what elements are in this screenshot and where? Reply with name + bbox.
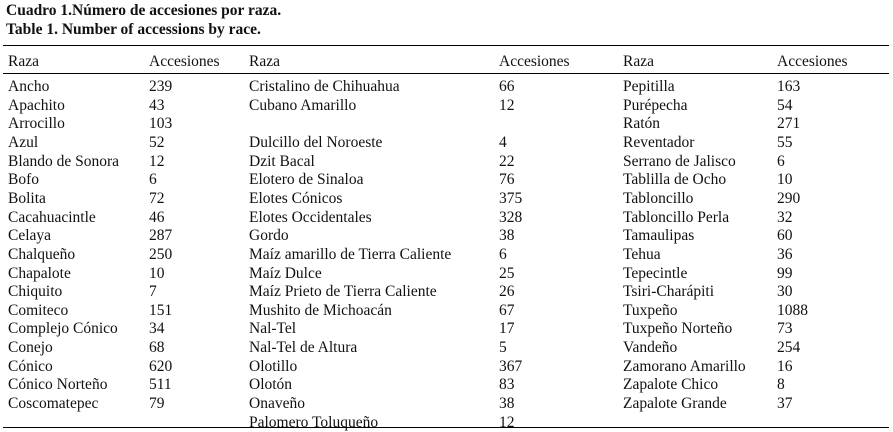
accesiones-cell: 6 (777, 152, 785, 170)
header-raza-1: Raza (8, 53, 39, 70)
accesiones-cell: 12 (499, 96, 515, 114)
table-header-rule (3, 73, 889, 74)
accesiones-cell: 36 (777, 245, 793, 263)
accesiones-cell: 73 (777, 320, 793, 338)
accesiones-cell: 103 (149, 115, 173, 133)
accesiones-cell: 1088 (777, 301, 808, 319)
raza-cell: Pepitilla (623, 78, 675, 95)
accesiones-cell: 8 (777, 376, 785, 394)
accesiones-cell: 37 (777, 395, 793, 412)
accesiones-cell: 250 (149, 245, 173, 263)
raza-cell: Cristalino de Chihuahua (249, 78, 400, 95)
raza-cell: Ratón (623, 115, 661, 133)
header-raza-3: Raza (623, 53, 654, 70)
accesiones-cell: 328 (499, 208, 523, 226)
accesiones-cell: 22 (499, 152, 515, 170)
raza-cell: Conejo (8, 339, 53, 357)
accesiones-cell: 6 (149, 171, 157, 189)
raza-cell: Zapalote Chico (623, 376, 719, 394)
accesiones-cell: 254 (777, 339, 801, 357)
raza-cell: Vandeño (623, 339, 678, 357)
raza-cell: Arrocillo (8, 115, 65, 133)
raza-cell: Tamaulipas (623, 227, 695, 245)
raza-cell: Elotero de Sinaloa (249, 171, 364, 189)
accesiones-cell: 34 (149, 320, 165, 338)
raza-cell: Bofo (8, 171, 39, 189)
raza-cell: Tablilla de Ocho (623, 171, 727, 189)
accesiones-cell: 43 (149, 96, 165, 114)
raza-cell: Olotillo (249, 357, 298, 375)
table-top-rule (3, 45, 889, 46)
accesiones-cell: 271 (777, 115, 801, 133)
accesiones-cell: 30 (777, 283, 793, 301)
raza-cell: Blando de Sonora (8, 152, 120, 170)
raza-cell: Mushito de Michoacán (249, 301, 392, 319)
accesiones-cell: 60 (777, 227, 793, 245)
raza-cell: Chiquito (8, 283, 63, 301)
accesiones-cell: 10 (149, 264, 165, 282)
raza-cell: Elotes Cónicos (249, 189, 343, 207)
raza-cell: Nal-Tel de Altura (249, 339, 358, 357)
header-accesiones-2: Accesiones (499, 53, 570, 70)
header-accesiones-1: Accesiones (149, 53, 220, 70)
accesiones-cell: 72 (149, 189, 165, 207)
accesiones-cell: 68 (149, 339, 165, 357)
accesiones-cell: 38 (499, 227, 515, 245)
accesiones-cell: 79 (149, 395, 165, 412)
accesiones-cell: 290 (777, 189, 801, 207)
accesiones-cell: 7 (149, 283, 157, 301)
accesiones-cell: 620 (149, 357, 173, 375)
accesiones-cell: 54 (777, 96, 793, 114)
raza-cell: Dzit Bacal (249, 152, 315, 170)
accesiones-cell: 26 (499, 283, 515, 301)
accesiones-cell: 5 (499, 339, 507, 357)
accesiones-cell: 46 (149, 208, 165, 226)
raza-cell: Serrano de Jalisco (623, 152, 736, 170)
raza-cell: Zamorano Amarillo (623, 357, 746, 375)
accesiones-cell: 367 (499, 357, 523, 375)
raza-cell: Tabloncillo (623, 189, 694, 207)
accesiones-cell: 25 (499, 264, 515, 282)
accesiones-cell: 10 (777, 171, 793, 189)
table-bottom-rule (3, 427, 889, 428)
raza-cell: Comiteco (8, 301, 69, 319)
raza-cell: Dulcillo del Noroeste (249, 133, 383, 151)
accesiones-cell: 17 (499, 320, 515, 338)
raza-cell: Tepecintle (623, 264, 688, 282)
header-accesiones-3: Accesiones (777, 53, 848, 70)
accesiones-cell: 32 (777, 208, 793, 226)
raza-cell: Tuxpeño Norteño (623, 320, 733, 338)
raza-cell: Tabloncillo Perla (623, 208, 730, 226)
raza-cell: Elotes Occidentales (249, 208, 372, 226)
raza-cell: Maíz amarillo de Tierra Caliente (249, 245, 452, 263)
raza-cell: Tsiri-Charápiti (623, 283, 715, 301)
accesiones-cell: 76 (499, 171, 515, 189)
raza-cell: Purépecha (623, 96, 688, 114)
raza-cell: Chalqueño (8, 245, 76, 263)
raza-cell: Olotón (249, 376, 293, 394)
accesiones-cell: 83 (499, 376, 515, 394)
accesiones-cell: 99 (777, 264, 793, 282)
raza-cell: Maíz Dulce (249, 264, 322, 282)
accesiones-cell: 239 (149, 78, 173, 95)
raza-cell: Bolita (8, 189, 46, 207)
raza-cell: Nal-Tel (249, 320, 297, 338)
accesiones-cell: 511 (149, 376, 172, 394)
raza-cell: Celaya (8, 227, 52, 245)
raza-cell: Ancho (8, 78, 50, 95)
accesiones-cell: 38 (499, 395, 515, 412)
raza-cell: Tehua (623, 245, 661, 263)
raza-cell: Gordo (249, 227, 289, 245)
raza-cell: Cacahuacintle (8, 208, 96, 226)
raza-cell: Complejo Cónico (8, 320, 118, 338)
accesiones-cell: 12 (149, 152, 165, 170)
raza-cell: Reventador (623, 133, 695, 151)
accesiones-cell: 287 (149, 227, 173, 245)
accesiones-cell: 4 (499, 133, 507, 151)
raza-cell: Coscomatepec (8, 395, 99, 412)
accesiones-cell: 66 (499, 78, 515, 95)
header-raza-2: Raza (249, 53, 280, 70)
raza-cell: Tuxpeño (623, 301, 678, 319)
accesiones-cell: 375 (499, 189, 523, 207)
raza-cell: Palomero Toluqueño (249, 413, 379, 431)
raza-cell: Apachito (8, 96, 65, 114)
raza-cell: Onaveño (249, 395, 305, 412)
raza-cell: Zapalote Grande (623, 395, 727, 412)
accesiones-cell: 12 (499, 413, 515, 431)
raza-cell: Cubano Amarillo (249, 96, 357, 114)
accesiones-cell: 52 (149, 133, 165, 151)
raza-cell: Chapalote (8, 264, 71, 282)
raza-cell: Cónico Norteño (8, 376, 108, 394)
accesiones-cell: 163 (777, 78, 801, 95)
accesiones-cell: 6 (499, 245, 507, 263)
table-caption-spanish: Cuadro 1.Número de accesiones por raza. (6, 2, 282, 19)
accesiones-cell: 151 (149, 301, 173, 319)
accesiones-cell: 67 (499, 301, 515, 319)
table-caption-english: Table 1. Number of accessions by race. (6, 21, 261, 38)
raza-cell: Cónico (8, 357, 53, 375)
raza-cell: Maíz Prieto de Tierra Caliente (249, 283, 437, 301)
accesiones-cell: 16 (777, 357, 793, 375)
accesiones-cell: 55 (777, 133, 793, 151)
raza-cell: Azul (8, 133, 39, 151)
